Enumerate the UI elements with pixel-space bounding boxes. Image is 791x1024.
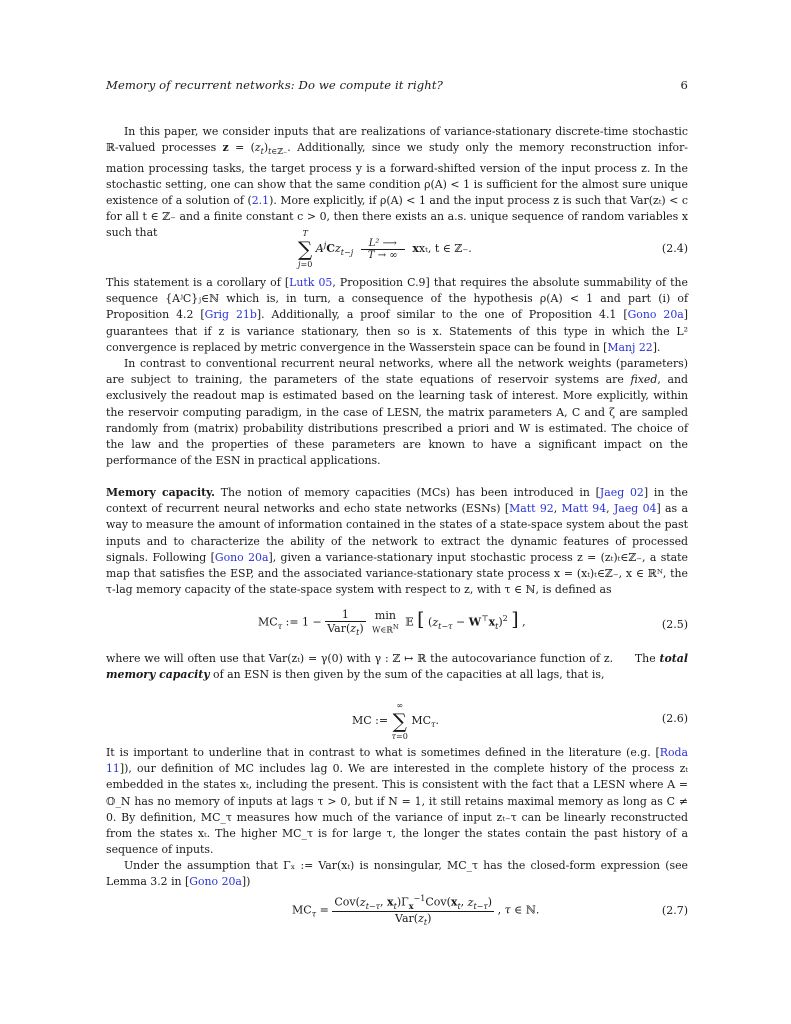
equation-2-7: $MC_\tau$ = $\frac{Cov(z_{t-\tau}, x_t)\Gamma_x^{-1}Cov(x_t, z_{t-\tau})}{Var(z_t)}$ , τ ∈ ℕ. (2.7) <box>292 894 688 928</box>
citation-jaeg-04[interactable]: Jaeg 04 <box>613 502 657 516</box>
paragraph-reservoir: In contrast to conventional recurrent neural networks, where all the network weights (parameters) are subject to training, the parameters of the state equations of reservoir systems are fixed, and exclusively the readout map is estimated based on the learning task of interest. More explicitly, within the reservoir computing paradigm, in the case of LESN, the matrix parameters A, C and ζ are sampled randomly from (matrix) probability distributions prescribed a priori and W is estimated. The choice of the law and the properties of these parameters are known to have a significant impact on the performance of the ESN in practical applications. <box>106 357 688 468</box>
header-title: Memory of recurrent networks: Do we compute it right? <box>106 78 443 92</box>
citation-manj-22[interactable]: Manj 22 <box>607 340 653 354</box>
paragraph-memory-capacity: Memory capacity. The notion of memory capacities (MCs) has been introduced in [Jaeg 02] in the context of recurrent neural networks and echo state networks (ESNs) [Matt 92, Matt 94, Jaeg 04] as a way to measure the amount of information contained in the states of a state-space system about the past inputs and to characterize the ability of the network to extract the dynamic features of processed signals. Following [Gono 20a], given a variance-stationary input stochastic process z = (zₜ)ₜ∈ℤ₋, a state map that satisfies the ESP, and the associated variance-stationary state process x = (xₜ)ₜ∈ℤ₋, x ∈ ℝᴺ, the τ-lag memory capacity of the state-space system with respect to z, with τ ∈ ℕ, is defined as <box>106 486 688 597</box>
citation-jaeg-02[interactable]: Jaeg 02 <box>599 486 644 499</box>
equation-2-5: $MC_\tau$ := 1 − $\frac{1}{Var(z_t)}$ min W∈ℝ$^N$ 𝔼 [ $(z_{t-\tau} - W^⊤x_t)^2$ ] , (2.5) <box>258 608 688 638</box>
paragraph-closed-form: Under the assumption that Γₓ := Var(xₜ) is nonsingular, MC_τ has the closed-form expression (see Lemma 3.2 in [Gono 20a]) <box>106 859 688 889</box>
equation-number: (2.5) <box>661 618 688 631</box>
citation-lutk-05[interactable]: Lutk 05 <box>289 276 333 289</box>
citation-gono-20a[interactable]: Gono 20a <box>627 308 684 322</box>
citation-grig-21b[interactable]: Grig 21b <box>204 308 257 322</box>
paragraph-autocovariance: where we will often use that Var(zₜ) = γ(0) with γ : ℤ ↦ ℝ the autocovariance function of z. The total memory capacity of an ESN is then given by the sum of the capacities at all lags, that is, <box>106 652 688 682</box>
paragraph-corollary: This statement is a corollary of [Lutk 05, Proposition C.9] that requires the absolute summability of the sequence {AʲC}ⱼ∈ℕ which is, in turn, a consequence of the hypothesis ρ(A) < 1 and part (i) of Proposition 4.2 [Grig 21b]. Additionally, a proof similar to the one of Proposition 4.1 [Gono 20a] guarantees that if z is variance stationary, then so is x. Statements of this type in which the L² convergence is replaced by metric convergence in the Wasserstein space can be found in [Manj 22]. <box>106 276 688 354</box>
citation-gono-20a[interactable]: Gono 20a <box>214 550 269 564</box>
equation-number: (2.4) <box>661 242 688 255</box>
citation-matt-92[interactable]: Matt 92 <box>509 502 554 516</box>
ref-eq-2-1[interactable]: 2.1 <box>251 193 270 207</box>
citation-gono-20a[interactable]: Gono 20a <box>189 875 242 889</box>
equation-number: (2.7) <box>661 904 688 917</box>
citation-matt-94[interactable]: Matt 94 <box>561 502 607 516</box>
equation-number: (2.6) <box>661 712 688 725</box>
citation-roda-11[interactable]: Roda 11 <box>106 746 688 776</box>
paragraph-lag-zero: It is important to underline that in contrast to what is sometimes defined in the literature (e.g. [Roda 11]), our definition of MC includes lag 0. We are interested in the complete history of the process zₜ embedded in the states xₜ, including the present. This is consistent with the fact that a LESN where A = 𝕆_N has no memory of inputs at lags τ > 0, but if N = 1, it still retains maximal memory as long as C ≠ 0. By definition, MC_τ measures how much of the variance of input zₜ₋τ can be linearly reconstructed from the states xₜ. The higher MC_τ is for large τ, the longer the states contain the past history of a sequence of inputs. <box>106 746 688 857</box>
equation-2-6: MC := ∞ ∑ τ=0 $MC_\tau$. (2.6) <box>352 701 688 741</box>
paragraph-inputs: In this paper, we consider inputs that are realizations of variance-stationary discrete-time stochastic ℝ-valued processes $z = (z_t)_{t\in ℤ_-}$. Additionally, since we study only the memory reconstruction infor- mation processing tasks, the target process y is a forward-shifted version of the input process z. In the stochastic setting, one can show that the same condition ρ(A) < 1 is sufficient for the almost sure unique existence of a solution of (2.1). More explicitly, if ρ(A) < 1 and the input process z is such that Var(zₜ) < c for all t ∈ ℤ₋ and a finite constant c > 0, then there exists an a.s. unique sequence of random variables x such that <box>106 125 688 240</box>
page-number: 6 <box>680 78 688 92</box>
equation-2-4: T ∑ j=0 $A^jCz_{t-j}$ $\frac{\text{L² ⟶}}{T \to \infty}$ xxₜ, t ∈ ℤ₋. (2.4) <box>298 229 688 269</box>
running-header <box>106 78 688 92</box>
section-heading: Memory capacity. <box>106 486 215 499</box>
